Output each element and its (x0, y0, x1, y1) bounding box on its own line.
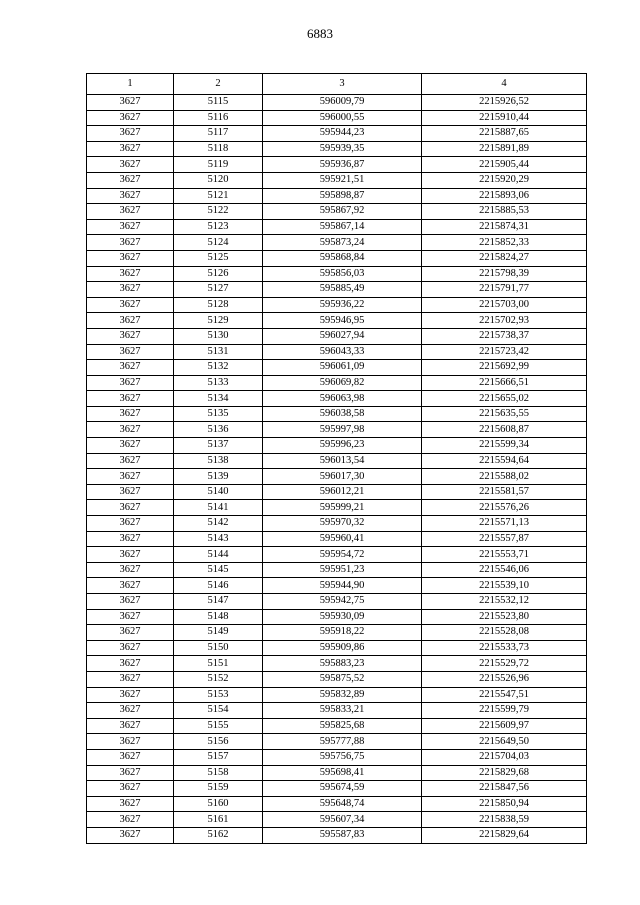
table-cell-col-4: 2215723,42 (422, 344, 587, 360)
table-cell-col-4: 2215829,64 (422, 827, 587, 843)
table-cell-col-1: 3627 (87, 110, 174, 126)
table-cell-col-1: 3627 (87, 391, 174, 407)
table-cell-col-3: 596069,82 (263, 375, 422, 391)
table-cell-col-1: 3627 (87, 781, 174, 797)
table-cell-col-3: 595936,87 (263, 157, 422, 173)
table-cell-col-1: 3627 (87, 282, 174, 298)
table-row (87, 562, 587, 578)
table-cell-col-1: 3627 (87, 718, 174, 734)
table-cell-col-4: 2215553,71 (422, 547, 587, 563)
table-cell-col-2: 5147 (174, 594, 263, 610)
table-cell-col-1: 3627 (87, 796, 174, 812)
table-cell-col-3: 595936,22 (263, 297, 422, 313)
table-cell-col-4: 2215920,29 (422, 172, 587, 188)
table-row (87, 141, 587, 157)
table-cell-col-4: 2215829,68 (422, 765, 587, 781)
table-row (87, 671, 587, 687)
table-cell-col-3: 596012,21 (263, 484, 422, 500)
table-row (87, 812, 587, 828)
table-cell-col-1: 3627 (87, 703, 174, 719)
table-row (87, 765, 587, 781)
table-cell-col-4: 2215649,50 (422, 734, 587, 750)
table-cell-col-2: 5151 (174, 656, 263, 672)
table-cell-col-4: 2215885,53 (422, 204, 587, 220)
table-cell-col-3: 595867,14 (263, 219, 422, 235)
table-cell-col-1: 3627 (87, 204, 174, 220)
table-cell-col-2: 5125 (174, 250, 263, 266)
table-cell-col-4: 2215852,33 (422, 235, 587, 251)
table-cell-col-3: 596017,30 (263, 469, 422, 485)
table-cell-col-4: 2215847,56 (422, 781, 587, 797)
table-cell-col-2: 5141 (174, 500, 263, 516)
table-cell-col-2: 5156 (174, 734, 263, 750)
table-cell-col-4: 2215874,31 (422, 219, 587, 235)
table-row (87, 250, 587, 266)
table-cell-col-4: 2215850,94 (422, 796, 587, 812)
table-cell-col-1: 3627 (87, 594, 174, 610)
table-cell-col-3: 595885,49 (263, 282, 422, 298)
column-header-4: 4 (422, 74, 587, 95)
table-cell-col-4: 2215910,44 (422, 110, 587, 126)
table-cell-col-2: 5154 (174, 703, 263, 719)
table-row (87, 266, 587, 282)
table-cell-col-4: 2215581,57 (422, 484, 587, 500)
table-row (87, 827, 587, 843)
table-cell-col-2: 5130 (174, 328, 263, 344)
table-cell-col-3: 595954,72 (263, 547, 422, 563)
table-row (87, 531, 587, 547)
table-cell-col-3: 595942,75 (263, 594, 422, 610)
table-cell-col-2: 5161 (174, 812, 263, 828)
table-cell-col-2: 5120 (174, 172, 263, 188)
table-row (87, 219, 587, 235)
table-cell-col-4: 2215599,79 (422, 703, 587, 719)
table-cell-col-1: 3627 (87, 313, 174, 329)
table-cell-col-2: 5158 (174, 765, 263, 781)
table-cell-col-1: 3627 (87, 360, 174, 376)
table-cell-col-2: 5137 (174, 438, 263, 454)
table-cell-col-1: 3627 (87, 375, 174, 391)
table-cell-col-4: 2215608,87 (422, 422, 587, 438)
table-cell-col-3: 595587,83 (263, 827, 422, 843)
table-cell-col-2: 5134 (174, 391, 263, 407)
table-cell-col-2: 5138 (174, 453, 263, 469)
table-row (87, 157, 587, 173)
table-cell-col-1: 3627 (87, 578, 174, 594)
table-cell-col-2: 5144 (174, 547, 263, 563)
table-cell-col-4: 2215529,72 (422, 656, 587, 672)
table-cell-col-4: 2215738,37 (422, 328, 587, 344)
table-cell-col-4: 2215532,12 (422, 594, 587, 610)
table-cell-col-3: 596027,94 (263, 328, 422, 344)
table-cell-col-2: 5148 (174, 609, 263, 625)
table-cell-col-2: 5131 (174, 344, 263, 360)
table-cell-col-2: 5124 (174, 235, 263, 251)
table-cell-col-1: 3627 (87, 188, 174, 204)
table-cell-col-4: 2215887,65 (422, 126, 587, 142)
table-row (87, 500, 587, 516)
table-cell-col-3: 595777,88 (263, 734, 422, 750)
table-cell-col-1: 3627 (87, 157, 174, 173)
table-cell-col-1: 3627 (87, 266, 174, 282)
table-cell-col-1: 3627 (87, 422, 174, 438)
column-header-3: 3 (263, 74, 422, 95)
table-cell-col-3: 595873,24 (263, 235, 422, 251)
table-cell-col-3: 595868,84 (263, 250, 422, 266)
table-row (87, 609, 587, 625)
table-cell-col-1: 3627 (87, 344, 174, 360)
table-cell-col-3: 595756,75 (263, 749, 422, 765)
table-row (87, 749, 587, 765)
table-cell-col-4: 2215666,51 (422, 375, 587, 391)
table-row (87, 313, 587, 329)
column-header-1: 1 (87, 74, 174, 95)
table-cell-col-1: 3627 (87, 749, 174, 765)
table-cell-col-3: 596043,33 (263, 344, 422, 360)
table-cell-col-4: 2215599,34 (422, 438, 587, 454)
table-row (87, 375, 587, 391)
table-cell-col-4: 2215526,96 (422, 671, 587, 687)
table-row (87, 297, 587, 313)
table-cell-col-4: 2215905,44 (422, 157, 587, 173)
table-cell-col-1: 3627 (87, 812, 174, 828)
table-cell-col-2: 5140 (174, 484, 263, 500)
coordinates-table (86, 73, 587, 844)
table-cell-col-4: 2215891,89 (422, 141, 587, 157)
table-row (87, 640, 587, 656)
table-cell-col-2: 5145 (174, 562, 263, 578)
table-cell-col-2: 5122 (174, 204, 263, 220)
table-row (87, 438, 587, 454)
table-cell-col-1: 3627 (87, 562, 174, 578)
table-cell-col-1: 3627 (87, 656, 174, 672)
table-cell-col-1: 3627 (87, 297, 174, 313)
table-row (87, 796, 587, 812)
table-cell-col-1: 3627 (87, 141, 174, 157)
table-cell-col-1: 3627 (87, 609, 174, 625)
table-cell-col-3: 595875,52 (263, 671, 422, 687)
table-cell-col-3: 595946,95 (263, 313, 422, 329)
table-row (87, 95, 587, 111)
table-cell-col-3: 595909,86 (263, 640, 422, 656)
table-row (87, 703, 587, 719)
table-row (87, 204, 587, 220)
table-row (87, 734, 587, 750)
table-row (87, 344, 587, 360)
table-cell-col-2: 5149 (174, 625, 263, 641)
table-row (87, 625, 587, 641)
table-cell-col-2: 5119 (174, 157, 263, 173)
table-cell-col-2: 5133 (174, 375, 263, 391)
table-row (87, 328, 587, 344)
table-cell-col-4: 2215594,64 (422, 453, 587, 469)
table-cell-col-3: 595930,09 (263, 609, 422, 625)
table-cell-col-2: 5118 (174, 141, 263, 157)
table-cell-col-4: 2215571,13 (422, 516, 587, 532)
table-cell-col-2: 5127 (174, 282, 263, 298)
table-cell-col-3: 595921,51 (263, 172, 422, 188)
table-cell-col-2: 5117 (174, 126, 263, 142)
table-cell-col-3: 596038,58 (263, 406, 422, 422)
table-cell-col-2: 5153 (174, 687, 263, 703)
table-cell-col-3: 595999,21 (263, 500, 422, 516)
table-cell-col-2: 5115 (174, 95, 263, 111)
table-row (87, 484, 587, 500)
table-cell-col-1: 3627 (87, 469, 174, 485)
table-cell-col-3: 595825,68 (263, 718, 422, 734)
table-cell-col-3: 595883,23 (263, 656, 422, 672)
table-cell-col-1: 3627 (87, 827, 174, 843)
table-cell-col-4: 2215533,73 (422, 640, 587, 656)
table-cell-col-3: 595944,23 (263, 126, 422, 142)
table-cell-col-3: 595960,41 (263, 531, 422, 547)
table-cell-col-3: 595832,89 (263, 687, 422, 703)
table-cell-col-4: 2215547,51 (422, 687, 587, 703)
table-cell-col-2: 5159 (174, 781, 263, 797)
table-cell-col-3: 596000,55 (263, 110, 422, 126)
table-cell-col-2: 5139 (174, 469, 263, 485)
table-row (87, 453, 587, 469)
table-row (87, 718, 587, 734)
table-row (87, 578, 587, 594)
table-cell-col-3: 596061,09 (263, 360, 422, 376)
table-row (87, 469, 587, 485)
table-cell-col-2: 5132 (174, 360, 263, 376)
table-header-row (87, 74, 587, 95)
table-row (87, 188, 587, 204)
table-cell-col-2: 5135 (174, 406, 263, 422)
table-cell-col-1: 3627 (87, 547, 174, 563)
table-row (87, 656, 587, 672)
table-cell-col-1: 3627 (87, 126, 174, 142)
table-cell-col-4: 2215539,10 (422, 578, 587, 594)
table-row (87, 391, 587, 407)
table-cell-col-3: 595970,32 (263, 516, 422, 532)
table-cell-col-2: 5162 (174, 827, 263, 843)
table-cell-col-4: 2215893,06 (422, 188, 587, 204)
table-row (87, 360, 587, 376)
table-cell-col-2: 5126 (174, 266, 263, 282)
table-cell-col-4: 2215523,80 (422, 609, 587, 625)
table-cell-col-3: 595997,98 (263, 422, 422, 438)
column-header-2: 2 (174, 74, 263, 95)
table-row (87, 406, 587, 422)
table-cell-col-3: 595607,34 (263, 812, 422, 828)
table-cell-col-1: 3627 (87, 406, 174, 422)
table-cell-col-1: 3627 (87, 765, 174, 781)
table-cell-col-3: 595698,41 (263, 765, 422, 781)
table-cell-col-2: 5152 (174, 671, 263, 687)
table-cell-col-4: 2215692,99 (422, 360, 587, 376)
table-cell-col-2: 5116 (174, 110, 263, 126)
table-cell-col-3: 595918,22 (263, 625, 422, 641)
table-row (87, 516, 587, 532)
table-cell-col-1: 3627 (87, 235, 174, 251)
table-cell-col-1: 3627 (87, 625, 174, 641)
table-cell-col-2: 5160 (174, 796, 263, 812)
table-cell-col-3: 595951,23 (263, 562, 422, 578)
table-cell-col-2: 5155 (174, 718, 263, 734)
table-cell-col-2: 5123 (174, 219, 263, 235)
table-cell-col-1: 3627 (87, 438, 174, 454)
table-cell-col-3: 595674,59 (263, 781, 422, 797)
table-cell-col-4: 2215704,03 (422, 749, 587, 765)
table-cell-col-1: 3627 (87, 500, 174, 516)
table-cell-col-2: 5157 (174, 749, 263, 765)
table-cell-col-1: 3627 (87, 172, 174, 188)
table-cell-col-4: 2215528,08 (422, 625, 587, 641)
table-row (87, 547, 587, 563)
table-cell-col-3: 596009,79 (263, 95, 422, 111)
table-cell-col-3: 595939,35 (263, 141, 422, 157)
table-cell-col-3: 596013,54 (263, 453, 422, 469)
table-cell-col-4: 2215791,77 (422, 282, 587, 298)
table-cell-col-2: 5129 (174, 313, 263, 329)
table-cell-col-1: 3627 (87, 484, 174, 500)
table-cell-col-3: 595996,23 (263, 438, 422, 454)
table-cell-col-4: 2215557,87 (422, 531, 587, 547)
table-row (87, 594, 587, 610)
table-cell-col-3: 595648,74 (263, 796, 422, 812)
table-cell-col-3: 596063,98 (263, 391, 422, 407)
table-cell-col-1: 3627 (87, 328, 174, 344)
table-row (87, 126, 587, 142)
table-cell-col-2: 5121 (174, 188, 263, 204)
table-cell-col-4: 2215655,02 (422, 391, 587, 407)
table-cell-col-2: 5150 (174, 640, 263, 656)
table-cell-col-1: 3627 (87, 453, 174, 469)
table-cell-col-3: 595856,03 (263, 266, 422, 282)
table-cell-col-4: 2215576,26 (422, 500, 587, 516)
table-body (87, 95, 587, 844)
table-cell-col-3: 595867,92 (263, 204, 422, 220)
table-cell-col-1: 3627 (87, 734, 174, 750)
table-cell-col-1: 3627 (87, 687, 174, 703)
table-cell-col-4: 2215703,00 (422, 297, 587, 313)
table-row (87, 422, 587, 438)
table-cell-col-1: 3627 (87, 531, 174, 547)
table-row (87, 282, 587, 298)
table-cell-col-2: 5143 (174, 531, 263, 547)
table-row (87, 781, 587, 797)
table-cell-col-2: 5136 (174, 422, 263, 438)
table-cell-col-4: 2215926,52 (422, 95, 587, 111)
table-row (87, 235, 587, 251)
table-cell-col-2: 5128 (174, 297, 263, 313)
table-cell-col-2: 5146 (174, 578, 263, 594)
table-cell-col-1: 3627 (87, 250, 174, 266)
table-cell-col-4: 2215588,02 (422, 469, 587, 485)
table-cell-col-3: 595944,90 (263, 578, 422, 594)
table-cell-col-4: 2215546,06 (422, 562, 587, 578)
table-cell-col-4: 2215635,55 (422, 406, 587, 422)
table-cell-col-1: 3627 (87, 640, 174, 656)
table-cell-col-3: 595898,87 (263, 188, 422, 204)
table-cell-col-2: 5142 (174, 516, 263, 532)
table-row (87, 110, 587, 126)
table-cell-col-1: 3627 (87, 671, 174, 687)
table-cell-col-1: 3627 (87, 219, 174, 235)
table-row (87, 172, 587, 188)
table-cell-col-4: 2215702,93 (422, 313, 587, 329)
table-cell-col-1: 3627 (87, 516, 174, 532)
table-cell-col-4: 2215798,39 (422, 266, 587, 282)
table-cell-col-4: 2215824,27 (422, 250, 587, 266)
table-cell-col-3: 595833,21 (263, 703, 422, 719)
table-cell-col-4: 2215838,59 (422, 812, 587, 828)
page-number: 6883 (307, 26, 333, 41)
table-cell-col-1: 3627 (87, 95, 174, 111)
table-row (87, 687, 587, 703)
table-cell-col-4: 2215609,97 (422, 718, 587, 734)
